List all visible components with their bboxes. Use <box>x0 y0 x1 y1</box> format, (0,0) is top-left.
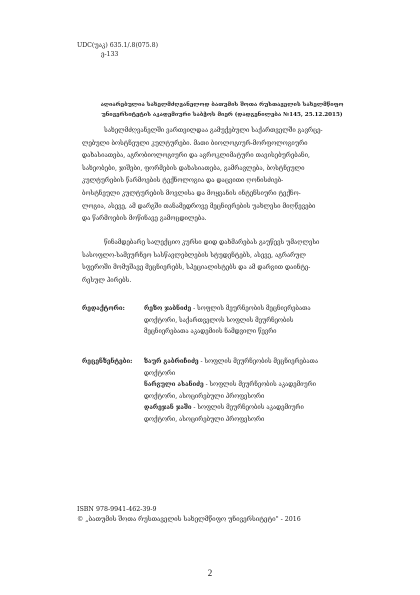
audience-line: სფეროში მომუშავე მეცნიერებს, სპეციალისტებს და ამ დარგით დაინტე- <box>82 264 311 272</box>
isbn-block <box>77 505 301 525</box>
reviewer-title: - სოფლის მეურნეობის აკადემიური <box>191 404 304 412</box>
editor-title: - სოფლის მეურნეობის მეცნიერებათა <box>191 305 311 312</box>
abstract-line: ლოგია, ასევე, ამ დარგში თანამედროვე მეცნიერების უახლესი მიღწევები <box>82 202 316 210</box>
reviewer-title: - სოფლის მეურნეობის მეცნიერებათა <box>198 358 318 365</box>
reviewer-title-line: დოქტორი <box>144 369 176 377</box>
abstract-line: ბოსტნეული კულტურების მოვლისა და მოყვანის ინტენსიური ტექნო- <box>82 189 301 197</box>
author-mark: ე-133 <box>101 51 119 58</box>
approval-line: უნივერსიტეტის აკადემიური საბჭოს მიერ (დადგენილება №145, 25.12.2015) <box>101 111 343 118</box>
reviewer-title: - სოფლის მეურნეობის აკადემიური <box>203 381 316 389</box>
audience-line: წინამდებარე სალექციო კურსი დიდ დახმარებას გაუწევს უმაღლესი <box>104 239 320 246</box>
reviewer <box>144 356 364 379</box>
editor-title-line: მეცნიერებათა აკადემიის ნამდვილი წევრი <box>144 328 277 336</box>
abstract-line: კულტურების წარმოების ტექნოლოგია და დაცვითი ღონისძიებ- <box>82 177 284 185</box>
approval-statement <box>72 101 372 120</box>
editor-label: რედაქტორი: <box>82 305 125 312</box>
editor-details <box>144 303 364 338</box>
audience-paragraph <box>82 237 367 287</box>
reviewer-name: დარეჯან ჯაში <box>144 404 192 412</box>
reviewer-title-line: დოქტორი, ასოცირებული პროფესორი <box>144 392 265 400</box>
reviewers-list <box>144 356 364 426</box>
abstract-line: დახასიათება, აგრობიოლოგიური და აგროკლიმატური თავისებურებანი, <box>82 152 310 160</box>
reviewer <box>144 402 364 425</box>
audience-line: სასოფლო-სამეურნეო სასწავლებლების სტუდენტებს, ასევე, აგრარულ <box>82 251 306 259</box>
editor-title-line: დოქტორი, საქართველოს სოფლის მეურნეობის <box>144 316 294 324</box>
editor-name: რეზო ჯაბნიძე <box>144 305 192 312</box>
reviewer-name: ზაურ გაბრიჩიძე <box>144 358 199 365</box>
abstract-line: სახეობები, ჯიშები, ფორმების დახასიათება, გამრავლება, ბოსტნეული <box>82 164 305 172</box>
approval-line: აღიარებულია სახელმძღვანელოდ ბათუმის შოთა რუსთაველის სახელმწიფო <box>100 102 344 108</box>
abstract-paragraph <box>82 125 367 226</box>
page-number: 2 <box>207 568 213 578</box>
udc-code: UDC(უაკ) 635.1/.8(075.8) <box>77 42 158 49</box>
isbn-number: ISBN 978-9941-462-39-9 <box>77 506 157 513</box>
audience-line: რესულ პირებს. <box>82 276 132 284</box>
reviewer <box>144 379 364 402</box>
copyright-line: © „ბათუმის შოთა რუსთაველის სახელმწიფო უნივერსიტეტი" - 2016 <box>77 516 301 523</box>
abstract-line: ლებული ბოსტნეული კულტურები. მათი ბიოლოგიურ-მორფოლოგიური <box>82 139 308 147</box>
abstract-line: და წარმოების მოწინავე გამოცდილება. <box>82 215 207 223</box>
udc-classification <box>77 41 158 59</box>
abstract-line: სახელმძღვანელში ვართვილდაა გამუქებული საქართველში გავრცე- <box>104 127 323 134</box>
reviewer-name: ნარგული ასანიძე <box>144 381 204 389</box>
reviewer-title-line: დოქტორი, ასოცირებული პროფესორი <box>144 415 265 423</box>
reviewers-label: რეცენზენტები: <box>82 358 133 365</box>
